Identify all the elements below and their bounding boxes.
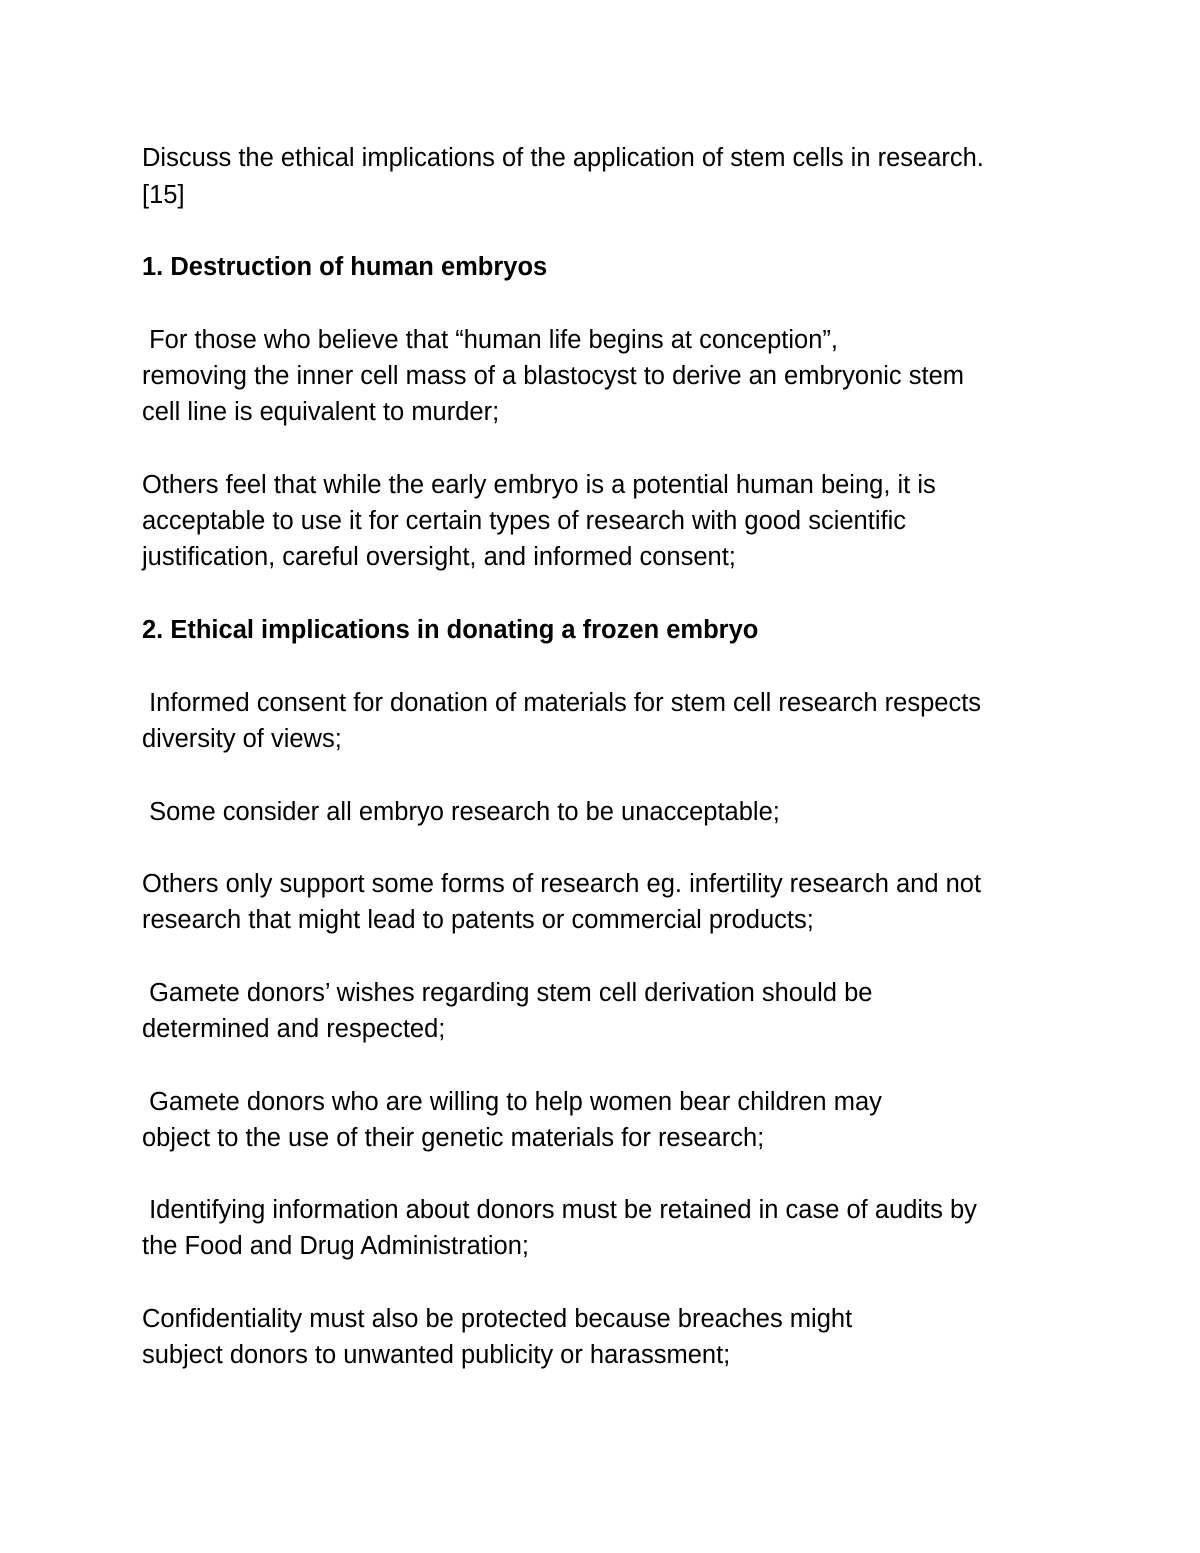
section-2-para-4-line-1: Gamete donors’ wishes regarding stem cell derivation should be — [142, 979, 873, 1007]
section-2-para-5-line-2: object to the use of their genetic materials for research; — [142, 1124, 765, 1152]
section-2-para-3-line-1: Others only support some forms of research eg. infertility research and not — [142, 870, 982, 898]
section-2-para-5-line-1: Gamete donors who are willing to help women bear children may — [142, 1088, 882, 1116]
question-line-1: Discuss the ethical implications of the application of stem cells in research. — [142, 144, 984, 172]
section-2-para-7-line-1: Confidentiality must also be protected because breaches might — [142, 1305, 853, 1333]
section-1-para-1-line-2: removing the inner cell mass of a blastocyst to derive an embryonic stem — [142, 362, 965, 390]
section-1-para-1-line-1: For those who believe that “human life begins at conception”, — [142, 326, 838, 354]
section-1-para-2-line-3: justification, careful oversight, and informed consent; — [142, 543, 736, 571]
section-2-heading: 2. Ethical implications in donating a frozen embryo — [142, 616, 759, 644]
section-1-para-2-line-1: Others feel that while the early embryo is a potential human being, it is — [142, 471, 936, 499]
section-2-para-7-line-2: subject donors to unwanted publicity or harassment; — [142, 1341, 731, 1369]
section-2-para-3-line-2: research that might lead to patents or commercial products; — [142, 906, 814, 934]
section-2-para-1-line-2: diversity of views; — [142, 725, 342, 753]
section-1-para-1-line-3: cell line is equivalent to murder; — [142, 398, 500, 426]
question-marks: [15] — [142, 181, 185, 209]
section-2-para-2-line-1: Some consider all embryo research to be unacceptable; — [142, 798, 780, 826]
section-2-para-1-line-1: Informed consent for donation of materials for stem cell research respects — [142, 689, 982, 717]
section-2-para-6-line-1: Identifying information about donors must be retained in case of audits by — [142, 1196, 977, 1224]
section-2-para-4-line-2: determined and respected; — [142, 1015, 446, 1043]
section-1-para-2-line-2: acceptable to use it for certain types of research with good scientific — [142, 507, 906, 535]
section-1-heading: 1. Destruction of human embryos — [142, 253, 548, 281]
section-2-para-6-line-2: the Food and Drug Administration; — [142, 1232, 529, 1260]
